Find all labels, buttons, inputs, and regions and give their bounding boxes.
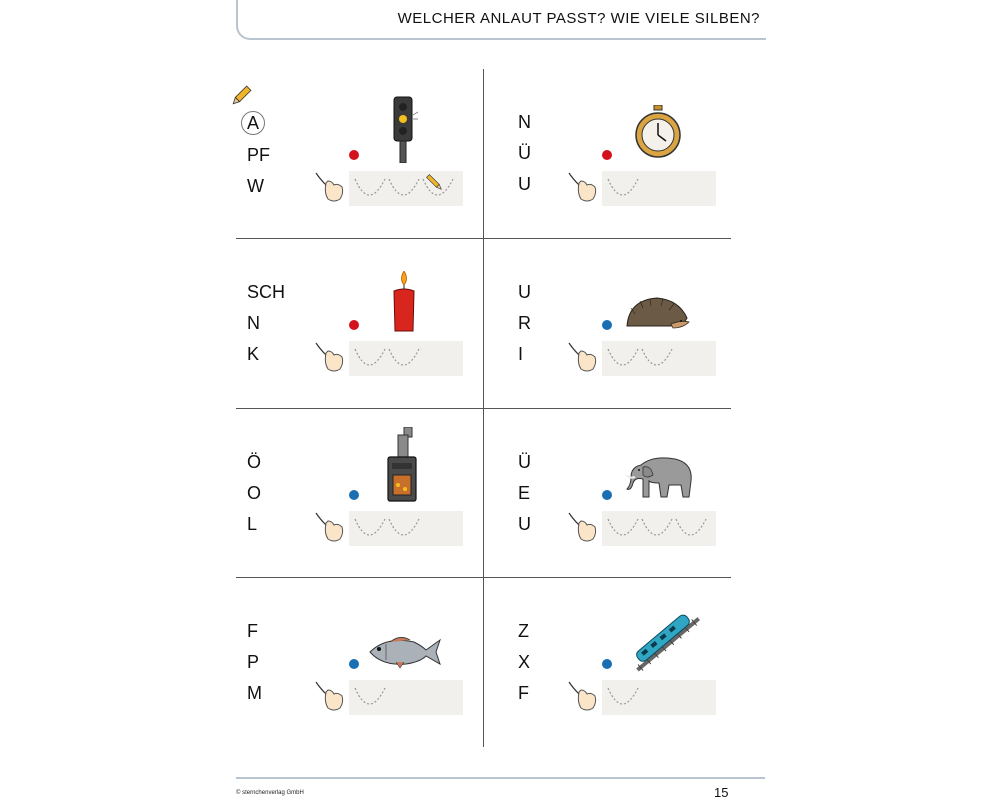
letter-option[interactable]: K	[247, 344, 260, 364]
letter-options	[518, 616, 530, 709]
pointing-hand-icon	[565, 169, 601, 205]
letter-option[interactable]: U	[518, 514, 531, 534]
exercise-cell	[236, 69, 483, 239]
letter-option[interactable]: Ö	[247, 452, 262, 472]
vowel-dot	[602, 150, 612, 160]
candle-icon	[391, 271, 417, 333]
letter-options	[518, 277, 531, 370]
pointing-hand-icon	[565, 678, 601, 714]
letter-option[interactable]: E	[518, 483, 531, 503]
letter-option[interactable]: M	[247, 683, 262, 703]
letter-options	[518, 107, 531, 200]
vowel-dot	[602, 659, 612, 669]
letter-options	[518, 447, 531, 540]
footer-rule	[236, 777, 765, 779]
pointing-hand-icon	[312, 678, 348, 714]
letter-option[interactable]: U	[518, 174, 531, 194]
pointing-hand-icon	[565, 509, 601, 545]
hedgehog-icon	[623, 294, 691, 332]
page-title: WELCHER ANLAUT PASST? WIE VIELE SILBEN?	[397, 10, 760, 27]
letter-option[interactable]: I	[518, 344, 524, 364]
letter-option[interactable]: N	[518, 112, 531, 132]
letter-option[interactable]: W	[247, 176, 264, 196]
letter-option[interactable]: L	[247, 514, 258, 534]
exercise-cell	[236, 409, 483, 579]
letter-option[interactable]: N	[247, 313, 260, 333]
letter-option[interactable]: SCH	[247, 282, 286, 302]
vowel-dot	[349, 490, 359, 500]
vowel-dot	[602, 320, 612, 330]
syllable-arcs-box	[602, 341, 716, 376]
letter-option[interactable]: F	[247, 621, 258, 641]
vowel-dot	[349, 659, 359, 669]
syllable-arcs-box	[349, 680, 463, 715]
pencil-icon	[230, 85, 252, 107]
letter-option[interactable]: Ü	[518, 143, 531, 163]
syllable-arcs-box	[349, 341, 463, 376]
clock-icon	[633, 105, 683, 159]
letter-options	[247, 107, 270, 202]
pointing-hand-icon	[565, 339, 601, 375]
copyright-text: © sternchenverlag GmbH	[236, 790, 304, 796]
fish-icon	[366, 634, 442, 670]
syllable-arcs-box	[602, 171, 716, 206]
letter-option[interactable]: O	[247, 483, 262, 503]
letter-option[interactable]: U	[518, 282, 531, 302]
pointing-hand-icon	[312, 339, 348, 375]
traffic-light-icon	[391, 95, 419, 163]
elephant-icon	[623, 453, 695, 501]
letter-option[interactable]: R	[518, 313, 531, 333]
vowel-dot	[349, 150, 359, 160]
letter-options	[247, 616, 262, 709]
pointing-hand-icon	[312, 509, 348, 545]
train-icon	[618, 598, 700, 672]
letter-option[interactable]: Z	[518, 621, 529, 641]
exercise-cell	[236, 578, 483, 748]
stove-icon	[386, 427, 420, 503]
exercise-cell	[483, 239, 730, 409]
exercise-cell	[236, 239, 483, 409]
letter-options	[247, 277, 285, 370]
letter-option-circled[interactable]: A	[241, 111, 265, 135]
exercise-cell	[483, 409, 730, 579]
exercise-cell	[483, 578, 730, 748]
letter-option[interactable]: Ü	[518, 452, 531, 472]
exercise-cell	[483, 69, 730, 239]
vowel-dot	[349, 320, 359, 330]
syllable-arcs-box	[602, 511, 716, 546]
syllable-arcs-box	[349, 171, 463, 206]
letter-option[interactable]: PF	[247, 145, 271, 165]
syllable-arcs-box	[349, 511, 463, 546]
letter-option[interactable]: F	[518, 683, 529, 703]
letter-option[interactable]: X	[518, 652, 531, 672]
letter-options	[247, 447, 261, 540]
letter-option[interactable]: P	[247, 652, 260, 672]
page-number: 15	[714, 785, 729, 800]
syllable-arcs-box	[602, 680, 716, 715]
pointing-hand-icon	[312, 169, 348, 205]
vowel-dot	[602, 490, 612, 500]
